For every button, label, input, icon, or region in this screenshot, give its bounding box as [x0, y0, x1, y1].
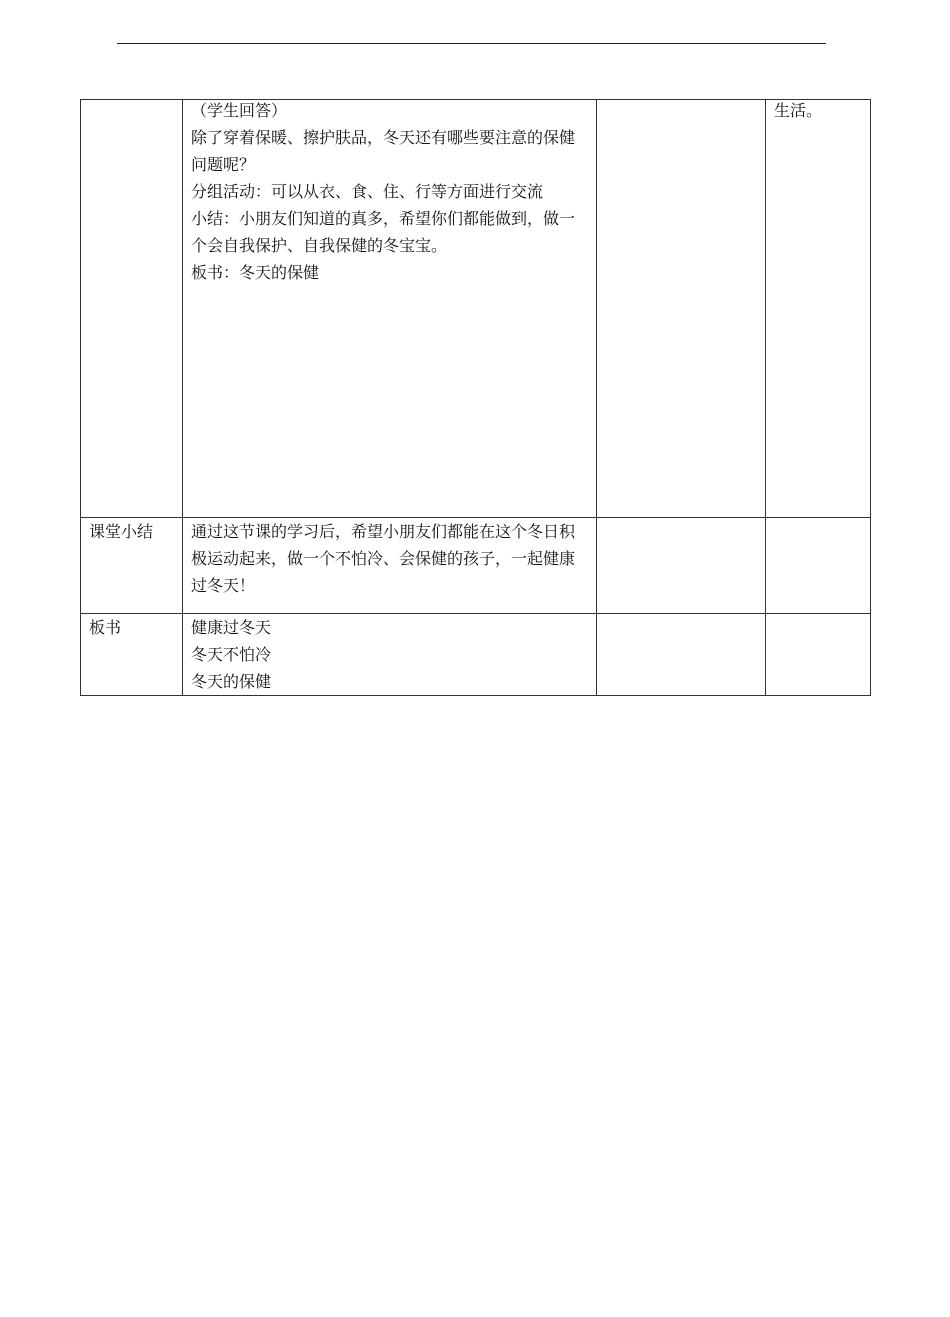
- row-col3: [597, 614, 766, 696]
- row-content: [183, 614, 597, 696]
- row-col3: [597, 518, 766, 614]
- lesson-plan-table: [80, 99, 871, 696]
- row-content: [183, 100, 597, 518]
- content-line: 板书：冬天的保健: [191, 263, 320, 282]
- content-line: 小结：小朋友们知道的真多，希望你们都能做到，做一个会自我保护、自我保健的冬宝宝。: [191, 209, 576, 255]
- row-col4: [766, 614, 871, 696]
- row-label: 板书: [81, 614, 183, 696]
- row-col3: [597, 100, 766, 518]
- content-line: 健康过冬天: [191, 618, 272, 637]
- content-line: 通过这节课的学习后，希望小朋友们都能在这个冬日积极运动起来，做一个不怕冷、会保健的孩子，一起健康过冬天！: [191, 522, 576, 595]
- table-row: [81, 614, 871, 696]
- row-col4: [766, 518, 871, 614]
- table-row: [81, 100, 871, 518]
- notes-text: 生活。: [774, 101, 823, 120]
- table-row: [81, 518, 871, 614]
- row-label: [81, 100, 183, 518]
- header-rule: [117, 43, 826, 44]
- content-line: 冬天不怕冷: [191, 645, 272, 664]
- row-content: [183, 518, 597, 614]
- row-label: 课堂小结: [81, 518, 183, 614]
- content-line: 冬天的保健: [191, 672, 272, 691]
- content-line: 分组活动：可以从衣、食、住、行等方面进行交流: [191, 182, 544, 201]
- row-col4: [766, 100, 871, 518]
- content-line: 除了穿着保暖、擦护肤品，冬天还有哪些要注意的保健问题呢？: [191, 128, 576, 174]
- content-line: （学生回答）: [191, 101, 288, 120]
